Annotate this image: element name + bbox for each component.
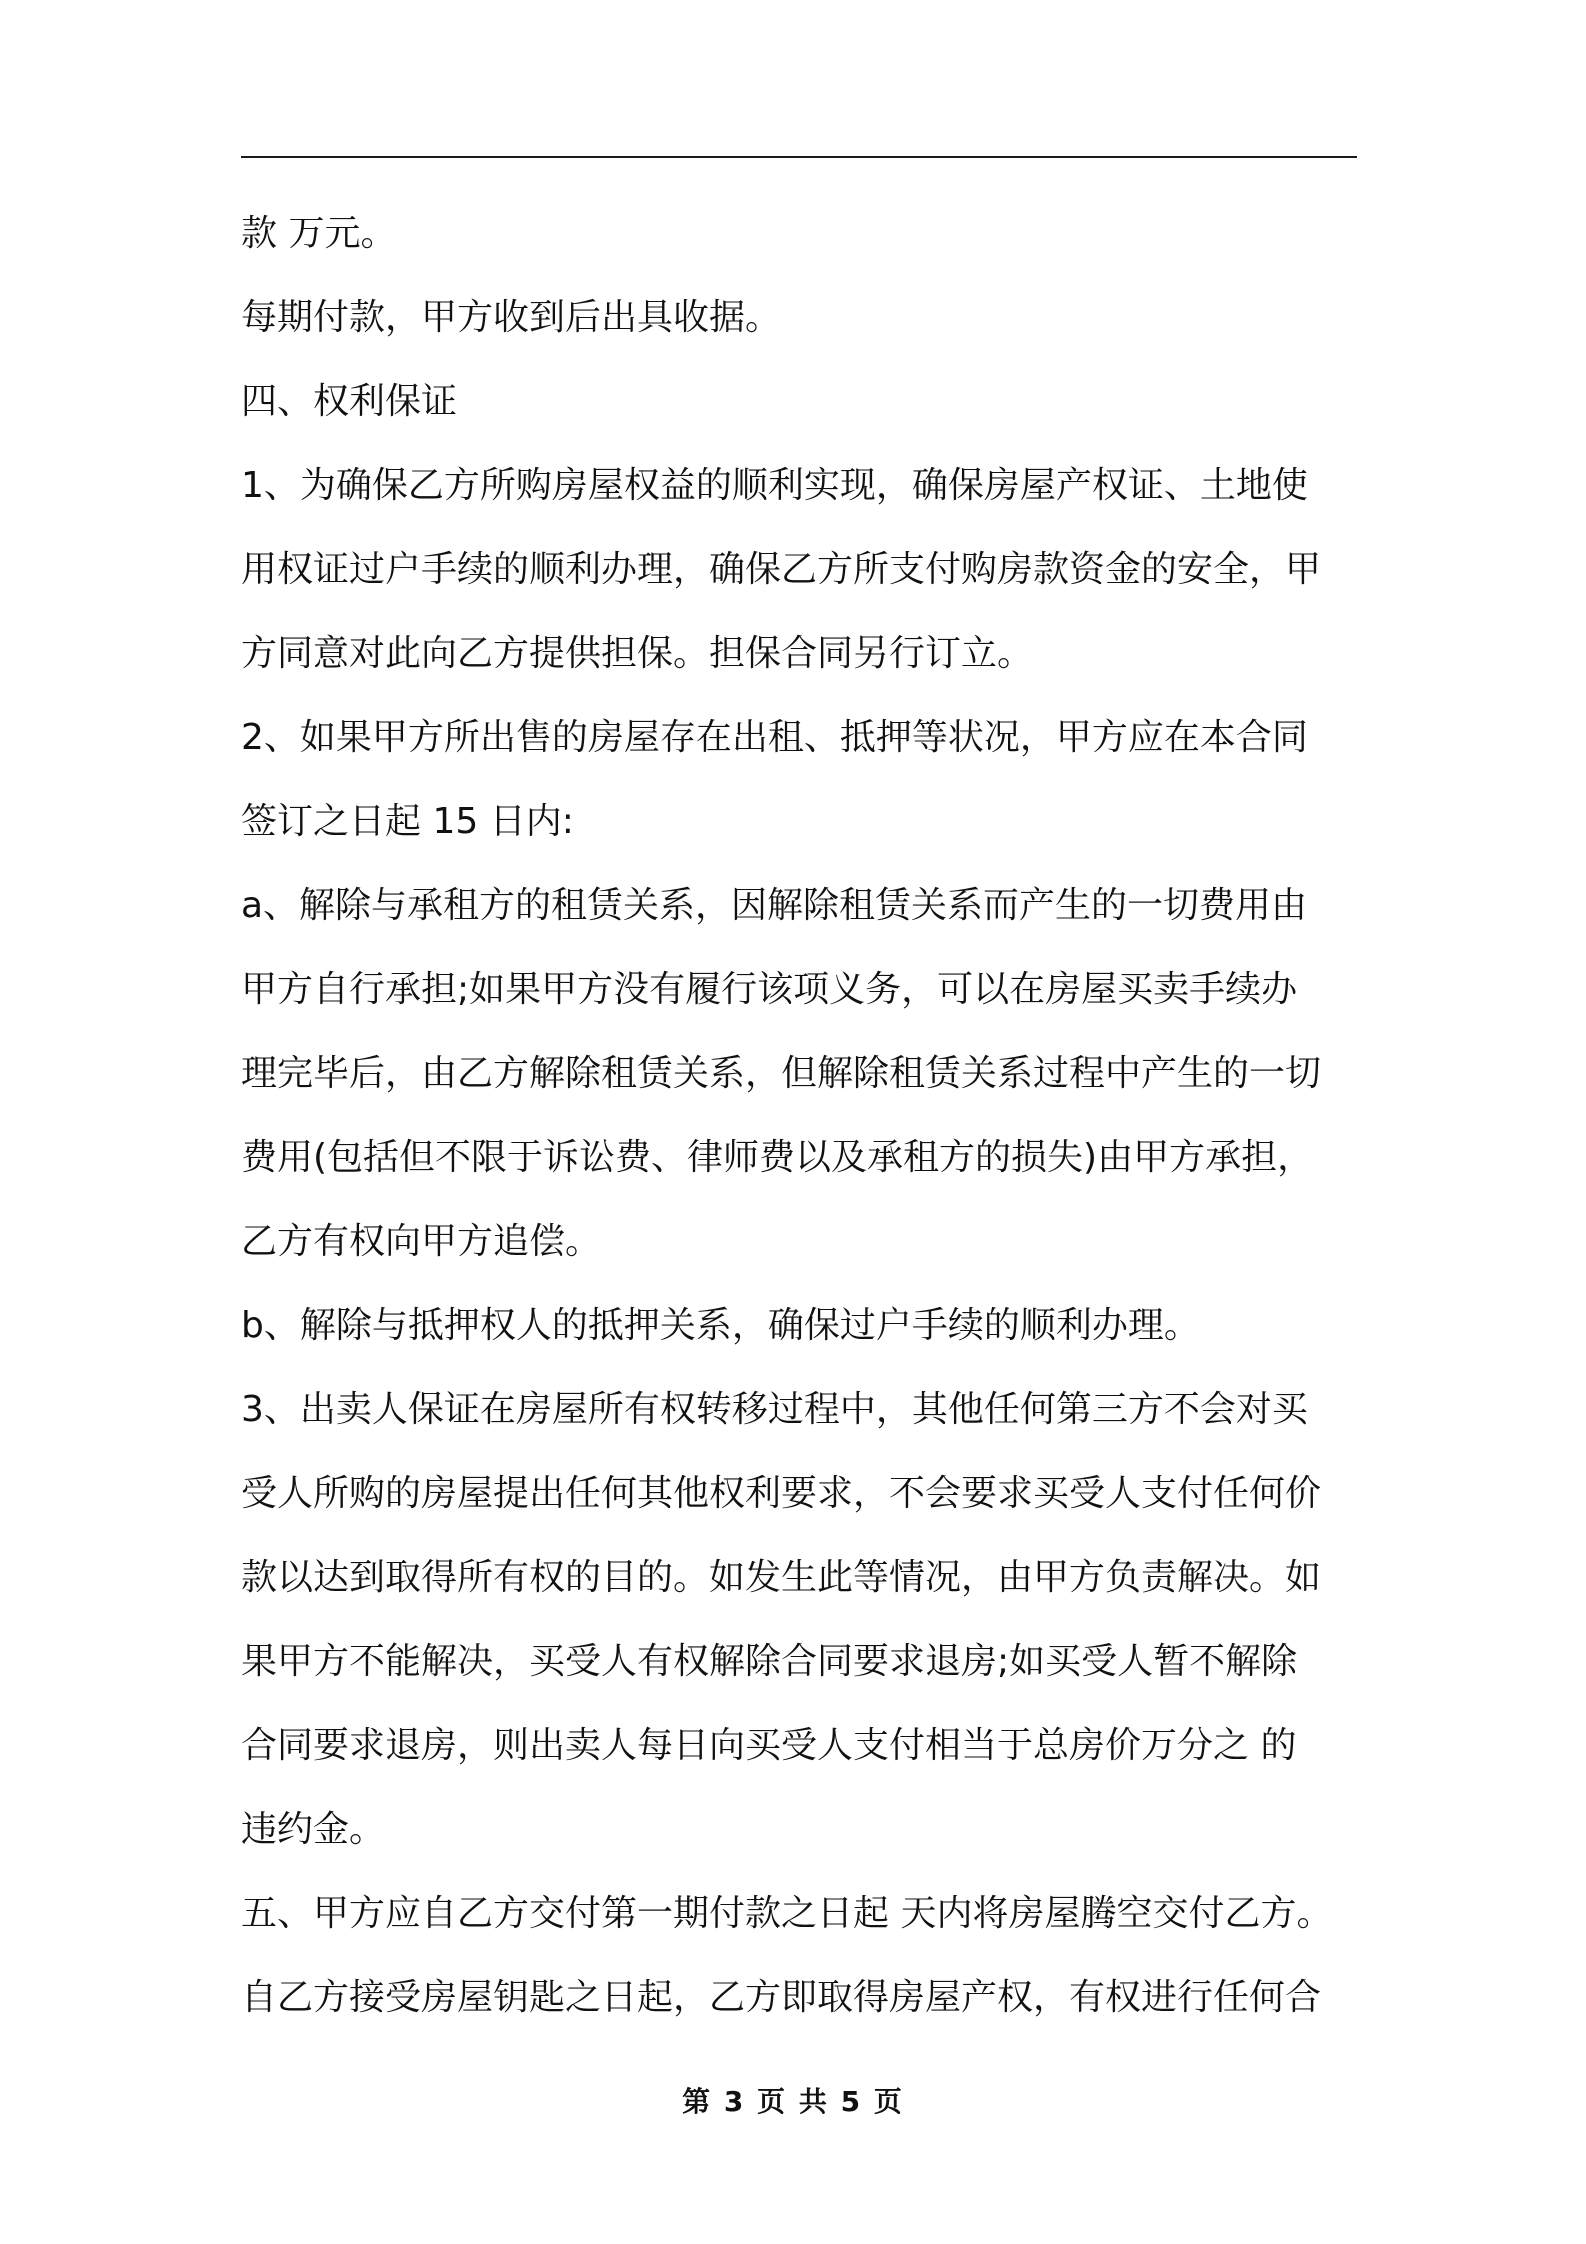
text-line: 签订之日起 15 日内: xyxy=(241,801,574,842)
text-line: 用权证过户手续的顺利办理，确保乙方所支付购房款资金的安全，甲 xyxy=(241,549,1322,590)
body-text xyxy=(241,192,1361,2040)
text-line: 款以达到取得所有权的目的。如发生此等情况，由甲方负责解决。如 xyxy=(241,1557,1322,1598)
text-line: a、解除与承租方的租赁关系，因解除租赁关系而产生的一切费用由 xyxy=(241,885,1308,926)
text-line: 费用(包括但不限于诉讼费、律师费以及承租方的损失)由甲方承担， xyxy=(241,1137,1314,1178)
text-line: 合同要求退房，则出卖人每日向买受人支付相当于总房价万分之 的 xyxy=(241,1725,1297,1766)
text-line: 乙方有权向甲方追偿。 xyxy=(241,1221,602,1262)
page-number-footer: 第 3 页 共 5 页 xyxy=(682,2085,904,2118)
section-heading: 五、甲方应自乙方交付第一期付款之日起 天内将房屋腾空交付乙方。 xyxy=(241,1893,1333,1934)
text-line: 每期付款，甲方收到后出具收据。 xyxy=(241,297,782,338)
text-line: 方同意对此向乙方提供担保。担保合同另行订立。 xyxy=(241,633,1034,674)
text-line: b、解除与抵押权人的抵押关系，确保过户手续的顺利办理。 xyxy=(241,1305,1200,1346)
text-line: 3、出卖人保证在房屋所有权转移过程中，其他任何第三方不会对买 xyxy=(241,1389,1308,1430)
section-heading: 四、权利保证 xyxy=(241,381,458,422)
text-line: 理完毕后，由乙方解除租赁关系，但解除租赁关系过程中产生的一切 xyxy=(241,1053,1322,1094)
text-line: 2、如果甲方所出售的房屋存在出租、抵押等状况，甲方应在本合同 xyxy=(241,717,1308,758)
text-line: 款 万元。 xyxy=(241,213,397,254)
text-line: 自乙方接受房屋钥匙之日起，乙方即取得房屋产权，有权进行任何合 xyxy=(241,1977,1322,2018)
text-line: 违约金。 xyxy=(241,1809,386,1850)
text-line: 1、为确保乙方所购房屋权益的顺利实现，确保房屋产权证、土地使 xyxy=(241,465,1308,506)
text-line: 受人所购的房屋提出任何其他权利要求，不会要求买受人支付任何价 xyxy=(241,1473,1322,1514)
text-line: 果甲方不能解决，买受人有权解除合同要求退房;如买受人暂不解除 xyxy=(241,1641,1298,1682)
header-rule xyxy=(241,156,1357,158)
text-line: 甲方自行承担;如果甲方没有履行该项义务，可以在房屋买卖手续办 xyxy=(241,969,1298,1010)
